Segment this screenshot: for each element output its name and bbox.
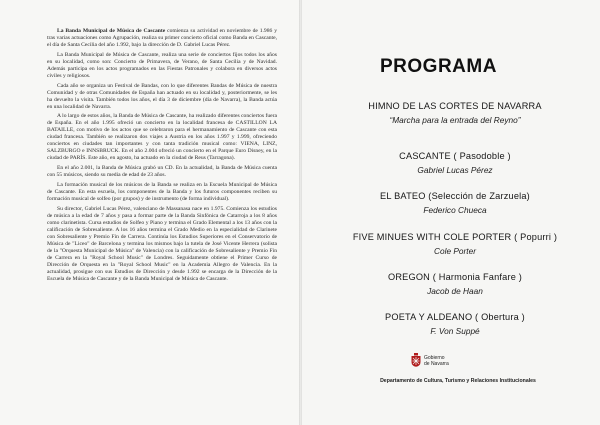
piece-name: CASCANTE ( Pasodoble ) xyxy=(399,151,511,161)
history-paragraph xyxy=(47,165,277,179)
history-paragraph xyxy=(47,52,277,80)
program-piece xyxy=(330,272,580,296)
program-title: PROGRAMA xyxy=(380,56,497,77)
gobierno-de-navarra-logo xyxy=(411,353,507,373)
program-piece xyxy=(330,151,580,175)
history-text: comienza su actividad en noviembre de 1.986 y tras varias actuaciones como Agrupación, realiza su primer concierto oficial como Banda en Cascante, el día de Santa Cecilia del año 1.992, bajo la dirección de D. Gabriel Lucas Pérez. xyxy=(47,28,277,48)
piece-name: OREGON ( Harmonia Fanfare ) xyxy=(387,272,523,282)
history-text: Cada año se organiza un Festival de Bandas, con lo que diferentes Bandas de Música de nuestra Comunidad y de otras Comunidades de España han actuado en su localidad y, posteriormente, se les ha devuelto la visita. También todos los años, el día 3 de diciembre (día de Navarra), la Banda actúa en una localidad de Navarra. xyxy=(47,82,277,110)
program-piece xyxy=(330,312,580,336)
program-piece xyxy=(330,101,580,125)
program-piece xyxy=(330,232,580,256)
history-text: En el año 2.001, la Banda de Música grabó un CD. En la actualidad, la Banda de Música cuenta con 55 músicos, siendo su media de edad de 23 años. xyxy=(47,165,277,179)
history-paragraph xyxy=(47,206,277,283)
history-text: La Banda Municipal de Música de Cascante, realiza una serie de conciertos fijos todos los años en su localidad, como son: Concierto de Primavera, de Verano, de Santa Cecilia y de Navidad. Además participa en los actos programados en las Fiestas Patronales y colabora en diversos actos civiles y religiosos. xyxy=(47,51,277,79)
piece-name: FIVE MINUES WITH COLE PORTER ( Popurri ) xyxy=(352,232,558,242)
piece-author: Jacob de Haan xyxy=(427,286,483,296)
gov-line-1: Gobierno xyxy=(424,355,445,361)
piece-name: POETA Y ALDEANO ( Obertura ) xyxy=(385,312,525,322)
piece-author: Federico Chueca xyxy=(423,205,487,215)
piece-author: F. Von Suppé xyxy=(430,326,480,336)
navarra-coat-of-arms-icon xyxy=(411,353,421,367)
history-text: La formación musical de los músicos de la Banda se realiza en la Escuela Municipal de Música de Cascante. En esta escuela, los componentes de la Banda y los futuros componentes reciben su formación musical de solfeo (por grupos) y de instrumento (de forma individual). xyxy=(47,181,277,202)
piece-author: “Marcha para la entrada del Reyno” xyxy=(389,115,521,125)
history-paragraph xyxy=(47,28,277,49)
gov-text xyxy=(424,355,449,367)
history-paragraph xyxy=(47,113,277,162)
history-paragraph xyxy=(47,83,277,111)
chains-pattern xyxy=(413,357,420,365)
history-text: Su director, Gabriel Lucas Pérez, valenciano de Massanasa nace en 1.975. Comienza los estudios de música a la edad de 7 años y pasa a formar parte de la Banda Sinfónica de Catarroja a los 8 años como clarinetista. Cursa estudios de Solfeo y Piano y termina el Grado Elemental a los 13 años con la calificación de Sobresaliente. A los 16 años termina el Grado Medio en la especialidad de Clarinete con Sobresaliente y Premio Fin de Carrera. Continúa los Estudios Superiores en el Conservatorio de Música de "Liceo" de Barcelona y termina los mismos bajo la tutela de José Vicente Herrera (solista de la "Orquesta Municipal de Música" de Valencia) con la calificación de Sobresaliente y Premio Fin de Carrera en la "Royal School Music" de Londres. Seguidamente obtiene el Primer Curso de Dirección de Orquesta en la "Royal School Music" en la Academia Allegro de Valencia. En la actualidad, prosigue con sus Estudios de Dirección y desde 1.992 se encarga de la Dirección de la Escuela de Música de Cascante y de la Banda Municipal de Música de Cascante. xyxy=(47,205,277,282)
program-piece xyxy=(330,191,580,215)
band-history-text xyxy=(47,28,277,286)
gov-line-2: de Navarra xyxy=(424,361,449,367)
piece-author: Gabriel Lucas Pérez xyxy=(417,165,493,175)
history-paragraph xyxy=(47,182,277,203)
history-lead: La Banda Municipal de Música de Cascante xyxy=(57,28,166,34)
piece-name: EL BATEO (Selección de Zarzuela) xyxy=(380,191,530,201)
crown-shape xyxy=(414,353,418,356)
history-text: A lo largo de estos años, la Banda de Música de Cascante, ha realizado diferentes conciertos fuera de España. En el año 1.995 ofreció un concierto en la localidad francesa de CASTILLON LA BATAILLE, con motivo de los actos que se celebraron para el hermanamiento de Cascante con esta ciudad francesa. También se realizaron dos viajes a Austria en los años 1.997 y 1.999, ofreciendo conciertos en ciudades tan importantes y con tanta tradición musical como: VIENA, LINZ, SALZBURGO e INNSBRUCK. En el año 2.004 ofreció un concierto en el Parque Euro Disney, en la ciudad de PARÍS. Este año, en agosto, ha actuado en la ciudad de Reus (Tarragona). xyxy=(47,113,277,162)
department-name: Departamento de Cultura, Turismo y Relaciones Institucionales xyxy=(380,378,536,384)
piece-author: Cole Porter xyxy=(434,246,476,256)
piece-name: HIMNO DE LAS CORTES DE NAVARRA xyxy=(368,101,542,111)
